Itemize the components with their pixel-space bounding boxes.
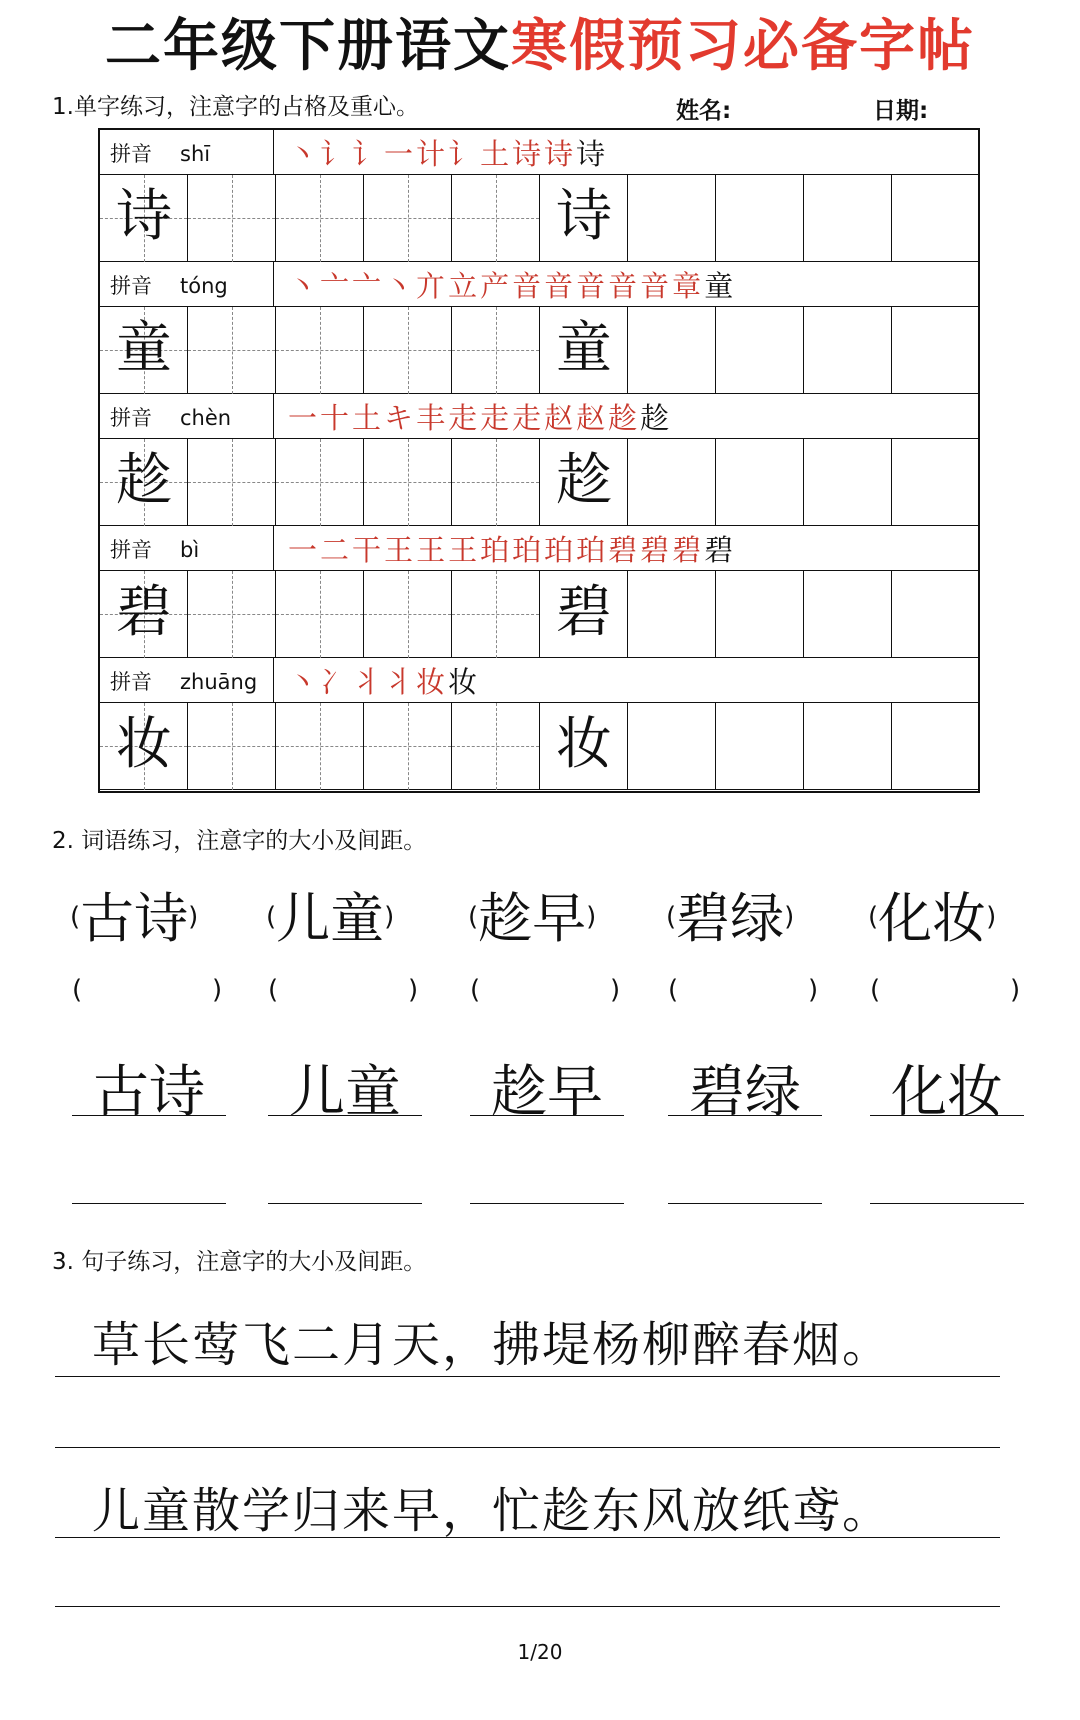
stroke-step: 丶 — [288, 137, 321, 171]
stroke-step: 二 — [320, 533, 353, 567]
stroke-step: 妆 — [416, 665, 449, 699]
divider — [273, 262, 274, 307]
stroke-step: 王 — [448, 533, 481, 567]
model-character: 童 — [116, 316, 172, 381]
word-text: 趁早 — [478, 887, 587, 950]
writing-cell — [540, 175, 628, 262]
stroke-order — [288, 396, 672, 437]
writing-cell — [540, 571, 628, 658]
writing-cell — [892, 703, 980, 790]
model-character: 妆 — [556, 712, 612, 777]
writing-cell — [716, 307, 804, 394]
writing-cell — [892, 307, 980, 394]
empty-paren-close: ) — [212, 975, 223, 1005]
word-text: 古诗 — [80, 887, 189, 950]
open-paren: ( — [70, 902, 81, 932]
close-paren: ) — [586, 902, 597, 932]
trace-word: 趁早 — [491, 1060, 603, 1125]
close-paren: ) — [986, 902, 997, 932]
writing-cell — [716, 439, 804, 526]
stroke-step: 诗 — [544, 137, 577, 171]
stroke-step: 走 — [480, 401, 513, 435]
character-row — [100, 571, 978, 658]
stroke-step: 十 — [320, 401, 353, 435]
stroke-step: 碧 — [704, 533, 737, 567]
stroke-step: 王 — [416, 533, 449, 567]
pinyin-label — [110, 402, 231, 432]
sentence-1: 草长莺飞二月天，拂堤杨柳醉春烟。 — [92, 1317, 893, 1373]
pinyin-label — [110, 270, 228, 300]
empty-paren-close: ) — [408, 975, 419, 1005]
writing-cell — [100, 307, 188, 394]
guide-line — [364, 218, 451, 219]
word-text: 儿童 — [276, 887, 385, 950]
guide-line — [452, 482, 539, 483]
empty-paren-open: ( — [668, 975, 679, 1005]
writing-cell — [188, 703, 276, 790]
model-character: 诗 — [116, 184, 172, 249]
stroke-step: 亠丶 — [352, 269, 417, 303]
word-underline — [72, 1203, 226, 1204]
character-grid — [98, 128, 980, 793]
stroke-step: 土 — [352, 401, 385, 435]
word-text: 碧绿 — [676, 887, 785, 950]
close-paren: ) — [784, 902, 795, 932]
guide-line — [452, 218, 539, 219]
pinyin-row — [100, 130, 978, 175]
word-underline — [268, 1203, 422, 1204]
writing-cell — [452, 571, 540, 658]
guide-line — [452, 614, 539, 615]
stroke-step: 一 — [288, 533, 321, 567]
guide-line — [276, 350, 363, 351]
stroke-step: 赵 — [544, 401, 577, 435]
writing-cell — [364, 571, 452, 658]
guide-line — [188, 350, 275, 351]
stroke-step: 珀 — [480, 533, 513, 567]
trace-word: 化妆 — [891, 1060, 1003, 1125]
stroke-step: 丶 — [288, 665, 321, 699]
stroke-order — [288, 264, 736, 305]
writing-cell — [364, 175, 452, 262]
writing-line — [55, 1376, 1000, 1377]
writing-cell — [716, 571, 804, 658]
writing-cell — [276, 175, 364, 262]
stroke-step: 走 — [448, 401, 481, 435]
open-paren: ( — [868, 902, 879, 932]
pinyin-value: bì — [180, 538, 200, 562]
stroke-step: 音 — [576, 269, 609, 303]
writing-cell — [892, 439, 980, 526]
stroke-step: 王 — [384, 533, 417, 567]
pinyin-caption: 拼音 — [110, 142, 152, 166]
title-part-1: 二年级下册语文 — [105, 14, 511, 79]
stroke-step: 音 — [640, 269, 673, 303]
pinyin-value: shī — [180, 142, 211, 166]
section-1-heading: 1.单字练习，注意字的占格及重心。 — [52, 94, 419, 120]
model-character: 碧 — [556, 580, 612, 645]
stroke-step: 音 — [608, 269, 641, 303]
stroke-step: 冫 — [320, 665, 353, 699]
stroke-step: 一 — [288, 401, 321, 435]
stroke-step: 讠一 — [352, 137, 417, 171]
pinyin-caption: 拼音 — [110, 670, 152, 694]
stroke-step: 讠土 — [448, 137, 513, 171]
pinyin-row — [100, 526, 978, 571]
open-paren: ( — [468, 902, 479, 932]
guide-line — [276, 614, 363, 615]
stroke-step: 丰 — [416, 401, 449, 435]
pinyin-row — [100, 394, 978, 439]
trace-word: 碧绿 — [689, 1060, 801, 1125]
stroke-step: 丬 — [384, 665, 417, 699]
model-character: 童 — [556, 316, 612, 381]
stroke-step: 音 — [512, 269, 545, 303]
writing-cell — [100, 439, 188, 526]
word-underline — [668, 1203, 822, 1204]
writing-cell — [188, 307, 276, 394]
character-row — [100, 439, 978, 526]
guide-line — [188, 614, 275, 615]
word-underline — [72, 1115, 226, 1116]
stroke-step: 趁 — [640, 401, 673, 435]
model-character: 妆 — [116, 712, 172, 777]
guide-line — [188, 482, 275, 483]
empty-paren-open: ( — [470, 975, 481, 1005]
pinyin-caption: 拼音 — [110, 406, 152, 430]
stroke-step: 讠 — [320, 137, 353, 171]
stroke-step: 妆 — [448, 665, 481, 699]
divider — [273, 658, 274, 703]
stroke-step: 干 — [352, 533, 385, 567]
guide-line — [276, 746, 363, 747]
empty-paren-open: ( — [72, 975, 83, 1005]
guide-line — [276, 218, 363, 219]
writing-cell — [100, 571, 188, 658]
writing-cell — [628, 175, 716, 262]
word-in-parentheses — [70, 876, 198, 953]
model-character: 趁 — [556, 448, 612, 513]
guide-line — [276, 482, 363, 483]
stroke-step: 珀 — [512, 533, 545, 567]
trace-word: 儿童 — [289, 1060, 401, 1125]
stroke-step: 亠 — [320, 269, 353, 303]
word-text: 化妆 — [878, 887, 987, 950]
guide-line — [364, 614, 451, 615]
writing-cell — [452, 439, 540, 526]
sentence-2: 儿童散学归来早，忙趁东风放纸鸢。 — [92, 1483, 893, 1539]
guide-line — [364, 746, 451, 747]
divider — [273, 130, 274, 175]
writing-cell — [540, 307, 628, 394]
writing-cell — [716, 703, 804, 790]
pinyin-value: tóng — [180, 274, 228, 298]
writing-cell — [804, 571, 892, 658]
date-label: 日期: — [873, 98, 929, 124]
stroke-order — [288, 132, 608, 173]
word-in-parentheses — [266, 876, 394, 953]
guide-line — [188, 746, 275, 747]
pinyin-value: chèn — [180, 406, 232, 430]
empty-paren-open: ( — [870, 975, 881, 1005]
writing-cell — [628, 439, 716, 526]
divider — [273, 526, 274, 571]
stroke-step: 计 — [416, 137, 449, 171]
stroke-step: 立 — [448, 269, 481, 303]
word-underline — [470, 1115, 624, 1116]
writing-cell — [100, 703, 188, 790]
stroke-step: 音 — [544, 269, 577, 303]
writing-line — [55, 1537, 1000, 1538]
word-underline — [668, 1115, 822, 1116]
writing-cell — [188, 571, 276, 658]
page-number: 1/20 — [517, 1640, 563, 1664]
character-row — [100, 175, 978, 262]
stroke-step: 诗 — [512, 137, 545, 171]
stroke-step: 珀 — [576, 533, 609, 567]
writing-cell — [452, 307, 540, 394]
character-row — [100, 703, 978, 790]
pinyin-caption: 拼音 — [110, 538, 152, 562]
stroke-step: 童 — [704, 269, 737, 303]
writing-cell — [276, 571, 364, 658]
section-2-heading: 2. 词语练习，注意字的大小及间距。 — [52, 828, 427, 854]
guide-line — [364, 350, 451, 351]
pinyin-label — [110, 666, 257, 696]
word-underline — [470, 1203, 624, 1204]
empty-paren-close: ) — [808, 975, 819, 1005]
stroke-step: 碧 — [608, 533, 641, 567]
stroke-step: 产 — [480, 269, 513, 303]
guide-line — [188, 218, 275, 219]
stroke-step: 赵 — [576, 401, 609, 435]
guide-line — [452, 350, 539, 351]
open-paren: ( — [666, 902, 677, 932]
writing-line — [55, 1447, 1000, 1448]
stroke-order — [288, 528, 736, 569]
pinyin-row — [100, 658, 978, 703]
title-part-2: 寒假预习必备字帖 — [511, 14, 975, 79]
stroke-step: 丬 — [352, 665, 385, 699]
writing-cell — [628, 703, 716, 790]
empty-paren-open: ( — [268, 975, 279, 1005]
trace-word: 古诗 — [93, 1060, 205, 1125]
word-underline — [268, 1115, 422, 1116]
stroke-order — [288, 660, 480, 701]
empty-paren-close: ) — [1010, 975, 1021, 1005]
close-paren: ) — [384, 902, 395, 932]
writing-cell — [100, 175, 188, 262]
stroke-step: キ — [384, 401, 417, 435]
writing-line — [55, 1606, 1000, 1607]
writing-cell — [452, 175, 540, 262]
writing-cell — [188, 175, 276, 262]
writing-cell — [364, 307, 452, 394]
divider — [273, 394, 274, 439]
empty-paren-close: ) — [610, 975, 621, 1005]
word-in-parentheses — [666, 876, 794, 953]
character-row — [100, 307, 978, 394]
stroke-step: 亣 — [416, 269, 449, 303]
page-title — [0, 2, 1080, 82]
writing-cell — [364, 439, 452, 526]
writing-cell — [716, 175, 804, 262]
word-in-parentheses — [468, 876, 596, 953]
writing-cell — [540, 439, 628, 526]
section-3-heading: 3. 句子练习，注意字的大小及间距。 — [52, 1249, 427, 1275]
writing-cell — [628, 571, 716, 658]
word-underline — [870, 1115, 1024, 1116]
word-underline — [870, 1203, 1024, 1204]
writing-cell — [188, 439, 276, 526]
stroke-step: 珀 — [544, 533, 577, 567]
pinyin-caption: 拼音 — [110, 274, 152, 298]
writing-cell — [276, 703, 364, 790]
writing-cell — [452, 703, 540, 790]
writing-cell — [804, 439, 892, 526]
pinyin-label — [110, 534, 199, 564]
close-paren: ) — [188, 902, 199, 932]
pinyin-label — [110, 138, 210, 168]
stroke-step: 章 — [672, 269, 705, 303]
model-character: 诗 — [556, 184, 612, 249]
writing-cell — [892, 175, 980, 262]
name-label: 姓名: — [676, 98, 732, 124]
word-in-parentheses — [868, 876, 996, 953]
writing-cell — [804, 175, 892, 262]
writing-cell — [628, 307, 716, 394]
stroke-step: 走 — [512, 401, 545, 435]
writing-cell — [540, 703, 628, 790]
stroke-step: 诗 — [576, 137, 609, 171]
guide-line — [364, 482, 451, 483]
open-paren: ( — [266, 902, 277, 932]
writing-cell — [276, 307, 364, 394]
pinyin-value: zhuāng — [180, 670, 258, 694]
model-character: 趁 — [116, 448, 172, 513]
model-character: 碧 — [116, 580, 172, 645]
writing-cell — [364, 703, 452, 790]
writing-cell — [892, 571, 980, 658]
stroke-step: 趁 — [608, 401, 641, 435]
stroke-step: 碧 — [672, 533, 705, 567]
pinyin-row — [100, 262, 978, 307]
writing-cell — [276, 439, 364, 526]
guide-line — [452, 746, 539, 747]
writing-cell — [804, 307, 892, 394]
writing-cell — [804, 703, 892, 790]
stroke-step: 碧 — [640, 533, 673, 567]
stroke-step: 丶 — [288, 269, 321, 303]
